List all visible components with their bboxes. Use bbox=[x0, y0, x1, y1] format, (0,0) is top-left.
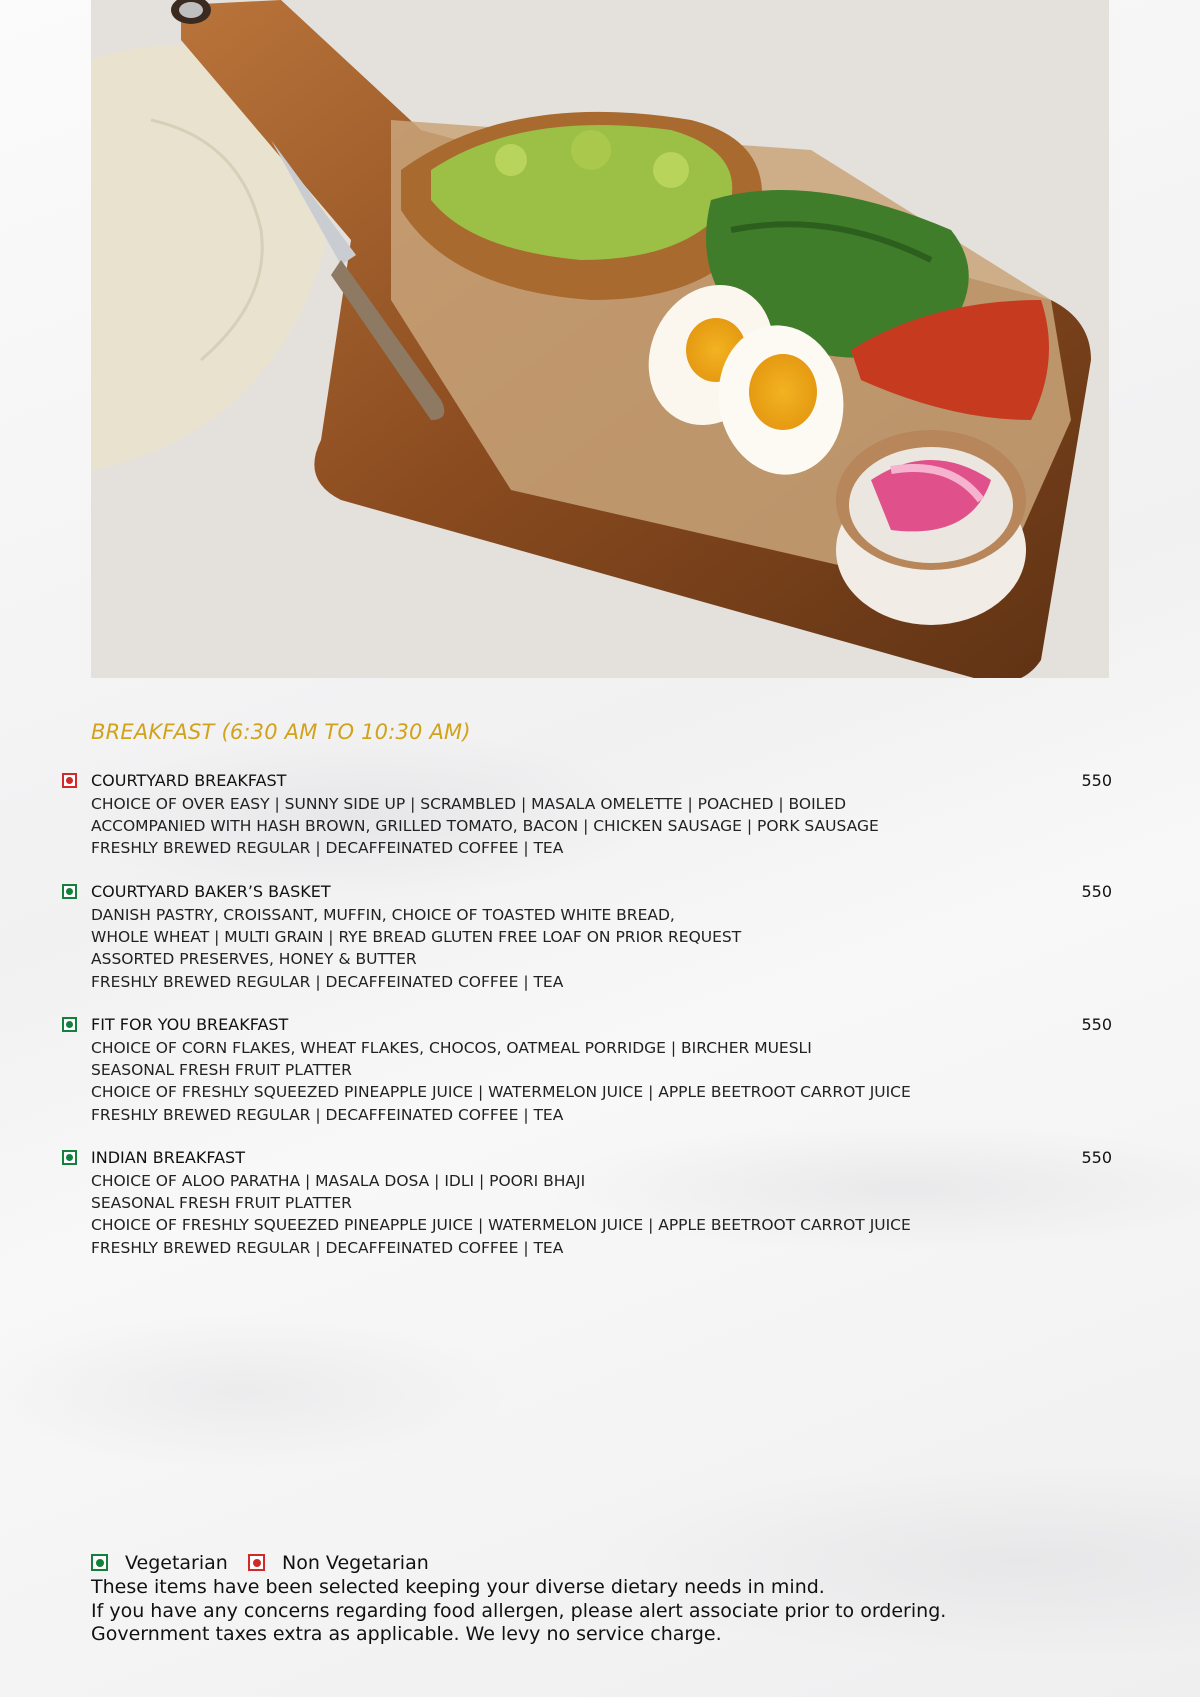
item-description bbox=[91, 1170, 911, 1259]
item-price: 550 bbox=[1081, 1148, 1112, 1167]
item-description-line: FRESHLY BREWED REGULAR | DECAFFEINATED COFFEE | TEA bbox=[91, 1238, 564, 1257]
legend-nonveg-label: Non Vegetarian bbox=[282, 1552, 429, 1574]
item-description-line: SEASONAL FRESH FRUIT PLATTER bbox=[91, 1194, 352, 1213]
non-vegetarian-icon bbox=[62, 773, 77, 788]
item-name: FIT FOR YOU BREAKFAST bbox=[91, 1015, 289, 1034]
legend-row bbox=[91, 1550, 946, 1576]
item-description-line: ACCOMPANIED WITH HASH BROWN, GRILLED TOMATO, BACON | CHICKEN SAUSAGE | PORK SAUSAGE bbox=[91, 817, 879, 836]
item-description bbox=[91, 1037, 911, 1126]
item-description-line: DANISH PASTRY, CROISSANT, MUFFIN, CHOICE OF TOASTED WHITE BREAD, bbox=[91, 906, 675, 924]
dietary-note: These items have been selected keeping your diverse dietary needs in mind. bbox=[91, 1576, 825, 1598]
pickled-onion-bowl bbox=[836, 430, 1026, 625]
non-vegetarian-icon bbox=[248, 1554, 265, 1571]
item-description-line: ASSORTED PRESERVES, HONEY & BUTTER bbox=[91, 950, 417, 969]
item-description-line: CHOICE OF CORN FLAKES, WHEAT FLAKES, CHOCOS, OATMEAL PORRIDGE | BIRCHER MUESLI bbox=[91, 1039, 812, 1057]
item-description-line: FRESHLY BREWED REGULAR | DECAFFEINATED COFFEE | TEA bbox=[91, 972, 564, 991]
item-price: 550 bbox=[1081, 1015, 1112, 1034]
item-price: 550 bbox=[1081, 771, 1112, 790]
item-description bbox=[91, 793, 879, 860]
section-title-breakfast: BREAKFAST (6:30 AM TO 10:30 AM) bbox=[91, 720, 471, 744]
item-name: COURTYARD BREAKFAST bbox=[91, 771, 287, 790]
item-description-line: SEASONAL FRESH FRUIT PLATTER bbox=[91, 1061, 352, 1080]
vegetarian-icon bbox=[62, 884, 77, 899]
item-description-line: CHOICE OF FRESHLY SQUEEZED PINEAPPLE JUICE | WATERMELON JUICE | APPLE BEETROOT CARROT JUICE bbox=[91, 1083, 911, 1102]
item-description-line: FRESHLY BREWED REGULAR | DECAFFEINATED COFFEE | TEA bbox=[91, 1105, 564, 1124]
vegetarian-icon bbox=[62, 1150, 77, 1165]
hero-food-photo bbox=[91, 0, 1109, 678]
item-description-line: CHOICE OF OVER EASY | SUNNY SIDE UP | SCRAMBLED | MASALA OMELETTE | POACHED | BOILED bbox=[91, 795, 847, 813]
vegetarian-icon bbox=[91, 1554, 108, 1571]
item-description bbox=[91, 904, 741, 993]
allergen-note: If you have any concerns regarding food allergen, please alert associate prior to ordering. bbox=[91, 1599, 947, 1622]
item-description-line: WHOLE WHEAT | MULTI GRAIN | RYE BREAD GLUTEN FREE LOAF ON PRIOR REQUEST bbox=[91, 928, 742, 947]
item-description-line: CHOICE OF ALOO PARATHA | MASALA DOSA | IDLI | POORI BHAJI bbox=[91, 1172, 586, 1190]
item-name: INDIAN BREAKFAST bbox=[91, 1148, 245, 1167]
item-description-line: FRESHLY BREWED REGULAR | DECAFFEINATED COFFEE | TEA bbox=[91, 839, 564, 858]
dietary-legend bbox=[91, 1550, 946, 1647]
vegetarian-icon bbox=[62, 1017, 77, 1032]
item-description-line: CHOICE OF FRESHLY SQUEEZED PINEAPPLE JUICE | WATERMELON JUICE | APPLE BEETROOT CARROT JUICE bbox=[91, 1216, 911, 1235]
item-price: 550 bbox=[1081, 882, 1112, 901]
item-name: COURTYARD BAKER’S BASKET bbox=[91, 882, 331, 901]
tax-note: Government taxes extra as applicable. We levy no service charge. bbox=[91, 1623, 722, 1645]
legend-veg-label: Vegetarian bbox=[125, 1552, 228, 1574]
